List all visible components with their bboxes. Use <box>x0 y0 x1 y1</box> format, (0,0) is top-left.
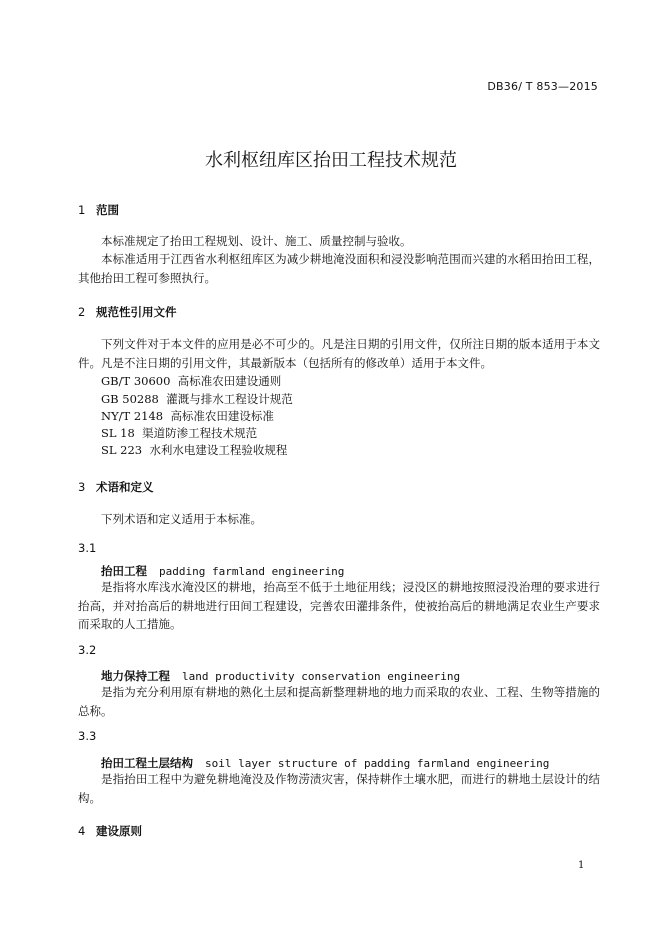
standard-code: DB36/ T 853—2015 <box>487 80 598 93</box>
section-1-heading <box>78 202 119 218</box>
section-2-heading <box>78 304 177 320</box>
term-zh: 抬田工程 <box>101 564 147 578</box>
scope-paragraph-1: 本标准规定了抬田工程规划、设计、施工、质量控制与验收。 <box>101 234 412 248</box>
term-definition: 是指将水库浅水淹没区的耕地，抬高至不低于土地征用线；浸没区的耕地按照浸没治理的要求进行抬高，并对抬高后的耕地进行田间工程建设，完善农田灌排条件，使被抬高后的耕地满足农业生产要求而采取的人工措施。 <box>78 580 600 631</box>
reference-name: 灌溉与排水工程设计规范 <box>166 392 293 406</box>
reference-item <box>101 391 293 409</box>
refs-intro-paragraph: 下列文件对于本文件的应用是必不可少的。凡是注日期的引用文件，仅所注日期的版本适用于本文件。凡是不注日期的引用文件，其最新版本（包括所有的修改单）适用于本文件。 <box>78 337 600 370</box>
section-title: 规范性引用文件 <box>96 305 177 319</box>
reference-item <box>101 373 281 391</box>
section-number: 2 <box>78 305 86 319</box>
section-number: 1 <box>78 203 86 217</box>
scope-paragraph-2: 本标准适用于江西省水利枢纽库区为减少耕地淹没面积和浸没影响范围而兴建的水稻田抬田工程，其他抬田工程可参照执行。 <box>78 252 600 285</box>
term-heading <box>101 668 460 684</box>
reference-item <box>101 442 287 460</box>
term-number: 3.1 <box>78 541 97 555</box>
document-title: 水利枢纽库区抬田工程技术规范 <box>205 150 457 171</box>
reference-name: 渠道防渗工程技术规范 <box>142 426 258 440</box>
section-number: 4 <box>78 824 86 838</box>
reference-item <box>101 408 274 426</box>
term-definition: 是指为充分利用原有耕地的熟化土层和提高新整理耕地的地力而采取的农业、工程、生物等措施的总称。 <box>78 685 600 718</box>
term-zh: 地力保持工程 <box>101 669 170 683</box>
section-number: 3 <box>78 480 86 494</box>
terms-intro-paragraph: 下列术语和定义适用于本标准。 <box>101 512 262 526</box>
reference-code: GB 50288 <box>101 392 159 406</box>
reference-code: NY/T 2148 <box>101 409 164 423</box>
term-en: padding farmland engineering <box>159 565 345 578</box>
section-title: 术语和定义 <box>96 480 154 494</box>
term-en: soil layer structure of padding farmland engineering <box>205 757 550 770</box>
reference-name: 水利水电建设工程验收规程 <box>149 443 288 457</box>
term-definition: 是指抬田工程中为避免耕地淹没及作物涝渍灾害，保持耕作土壤水肥，而进行的耕地土层设计的结构。 <box>78 772 600 805</box>
reference-code: SL 18 <box>101 426 135 440</box>
section-title: 建设原则 <box>96 824 142 838</box>
reference-item <box>101 425 257 443</box>
term-en: land productivity conservation engineering <box>182 670 461 683</box>
reference-name: 高标准农田建设通则 <box>177 374 282 388</box>
page-number: 1 <box>578 860 585 871</box>
term-heading <box>101 755 549 771</box>
reference-code: GB/T 30600 <box>101 374 171 388</box>
term-zh: 抬田工程土层结构 <box>101 756 193 770</box>
reference-name: 高标准农田建设标准 <box>170 409 274 423</box>
section-title: 范围 <box>96 203 119 217</box>
term-number: 3.2 <box>78 643 97 657</box>
term-number: 3.3 <box>78 729 97 743</box>
term-heading <box>101 563 344 579</box>
reference-code: SL 223 <box>101 443 143 457</box>
section-4-heading <box>78 823 142 839</box>
section-3-heading <box>78 479 154 495</box>
